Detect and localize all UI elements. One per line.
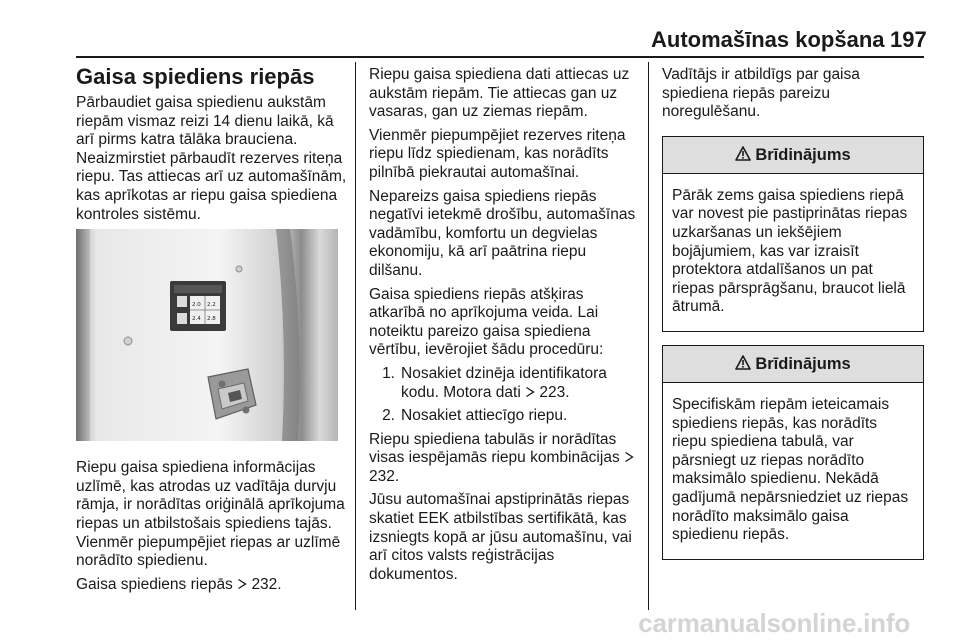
driver-responsibility-note: Vadītājs ir atbildīgs par gaisa spiediena riepās pareizu noregulēšanu. bbox=[662, 66, 860, 121]
step-text: Nosakiet dzinēja identifikatora kodu. Motora dati bbox=[401, 364, 607, 401]
page-number: 197 bbox=[890, 27, 927, 52]
procedure-step bbox=[369, 407, 639, 426]
spare-wheel-note: Vienmēr piepumpējiet rezerves riteņa riepu līdz spiedienam, kas norādīts pilnībā piekrautai automašīnai. bbox=[369, 126, 626, 181]
cold-tire-note: Riepu gaisa spiediena dati attiecas uz aukstām riepām. Tie attiecas gan uz vasaras, gan uz ziemas riepām. bbox=[369, 66, 630, 121]
step-number: 2. bbox=[382, 407, 395, 425]
column-1 bbox=[76, 63, 348, 599]
warning-text: Pārāk zems gaisa spiediens riepā var novest pie pastiprinātas riepas uzkaršanas un iekšējiem bojājumiem, kas var izraisīt protektora atdalīšanos un pat riepas pārsprāgšanu, braucot lielā ātrumā. bbox=[672, 186, 908, 316]
step-text: Nosakiet attiecīgo riepu. bbox=[401, 407, 568, 425]
approved-tires-note: Jūsu automašīnai apstiprinātās riepas skatiet EEK atbilstības sertifikātā, kas izsniegts kopā ar jūsu automašīnu, vai arī citos valsts reģistrācijas dokumentos. bbox=[369, 491, 632, 583]
header-rule bbox=[76, 56, 924, 58]
door-frame-tire-label-photo bbox=[76, 229, 338, 441]
warning-text: Specifiskām riepām ieteicamais spiediens riepās, kas norādīts riepu spiediena tabulā, var pārsniegt uz riepas norādīto maksimālo spiedienu. Nekādā gadījumā nepārsniedziet uz riepas norādīto maksimālo gaisa spiedienu riepās. bbox=[672, 395, 909, 544]
column-divider-1 bbox=[355, 62, 356, 610]
step-number: 1. bbox=[382, 364, 395, 382]
door-striker-latch bbox=[208, 369, 256, 419]
warning-title: Brīdinājums bbox=[755, 354, 851, 373]
warning-header bbox=[663, 137, 923, 174]
sticker-value-4: 2.8 bbox=[207, 316, 216, 323]
section-title: Gaisa spiediens riepās bbox=[76, 64, 315, 89]
sticker-description: Riepu gaisa spiediena informācijas uzlīmē, kas atrodas uz vadītāja durvju rāmja, ir norādītas oriģinālā aprīkojuma riepas un atbilstošais spiediens tajās. Vienmēr piepumpējiet riepas ar uzlīmē norādīto spiedienu. bbox=[76, 459, 345, 570]
warning-triangle-icon bbox=[735, 355, 751, 370]
warning-box bbox=[662, 345, 924, 560]
intro-paragraph: Pārbaudiet gaisa spiedienu aukstām riepām vismaz reizi 14 dienu laikā, kā arī pirms katra tālāka brauciena. Neaizmirstiet pārbaudīt rezerves riteņa riepu. Tas attiecas arī uz automašīnām, kas aprīkotas ar riepu gaisa spiediena kontroles sistēmu. bbox=[76, 94, 347, 223]
watermark: carmanualsonline.info bbox=[638, 608, 910, 638]
tables-crossref-page[interactable]: 232. bbox=[369, 467, 400, 485]
step-crossref-page[interactable]: 223. bbox=[539, 383, 570, 401]
column-3 bbox=[662, 66, 924, 573]
warning-title: Brīdinājums bbox=[755, 145, 851, 164]
procedure-intro: Gaisa spiediens riepās atšķiras atkarībā no aprīkojuma veida. Lai noteiktu pareizo gaisa spiediena vērtību, ievērojiet šādu procedūru: bbox=[369, 285, 604, 359]
incorrect-pressure-note: Nepareizs gaisa spiediens riepās negatīvi ietekmē drošību, automašīnas vadāmību, komfortu un degvielas ekonomiju, kā arī paātrina riepu dilšanu. bbox=[369, 187, 636, 279]
column-2 bbox=[369, 66, 639, 589]
procedure-step bbox=[369, 365, 639, 402]
sticker-value-2: 2.2 bbox=[207, 302, 216, 309]
sticker-value-1: 2.0 bbox=[192, 302, 201, 309]
procedure-steps bbox=[369, 365, 639, 426]
tire-pressure-crossref: Gaisa spiediens riepās 232. bbox=[76, 575, 282, 593]
crossref-page[interactable]: 232. bbox=[251, 575, 282, 593]
sticker-value-3: 2.4 bbox=[192, 316, 201, 323]
page-reference-icon bbox=[624, 451, 634, 463]
page-header-title: Automašīnas kopšana bbox=[651, 27, 885, 52]
warning-header bbox=[663, 346, 923, 383]
warning-triangle-icon bbox=[735, 146, 751, 161]
column-divider-2 bbox=[648, 62, 649, 610]
warning-box bbox=[662, 136, 924, 332]
pressure-tables-note: Riepu spiediena tabulās ir norādītas visas iespējamās riepu kombinācijas 232. bbox=[369, 431, 639, 487]
page-reference-icon bbox=[237, 578, 247, 590]
page-reference-icon bbox=[525, 386, 535, 398]
